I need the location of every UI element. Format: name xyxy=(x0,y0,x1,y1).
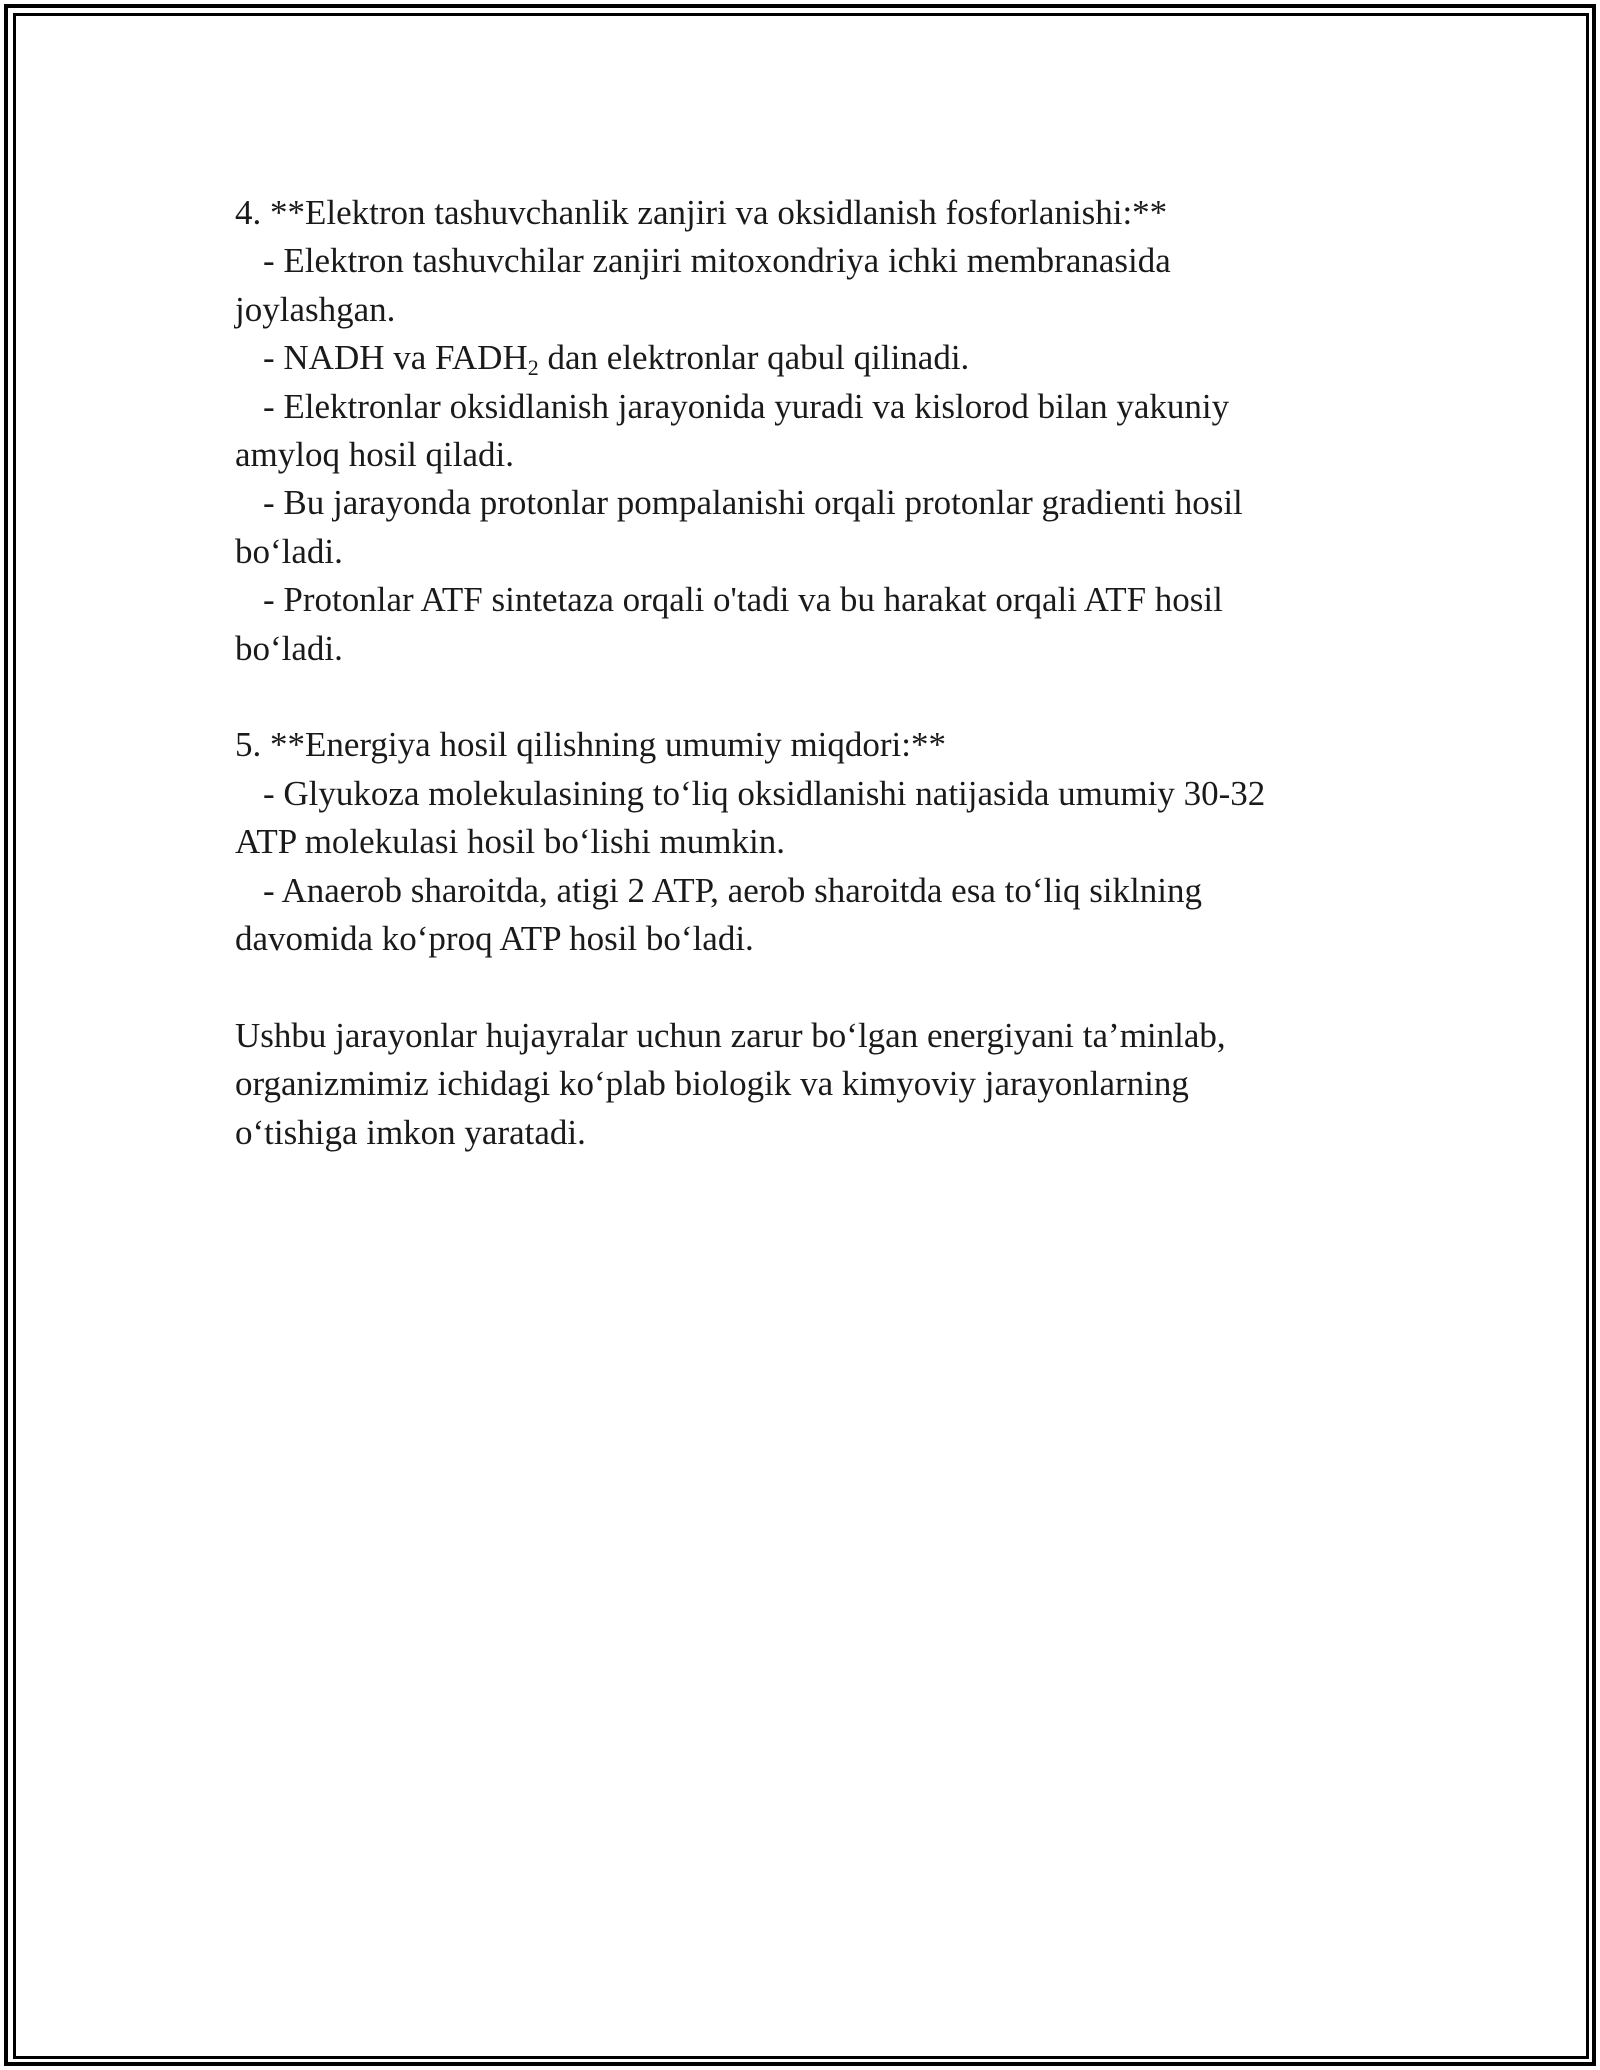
document-body xyxy=(235,189,1335,1157)
bullet-2-text-end: dan elektronlar qabul qilinadi. xyxy=(538,338,970,378)
section-4-bullet-5: - Protonlar ATF sintetaza orqali o'tadi va bu harakat orqali ATF hosil xyxy=(263,580,1223,620)
paragraph-spacer xyxy=(235,673,1335,721)
bullet-2-text: - NADH va FADH xyxy=(263,338,528,378)
conclusion-line-2: organizmimiz ichidagi ko‘plab biologik va kimyoviy jarayonlarning xyxy=(235,1064,1189,1104)
conclusion-line-1: Ushbu jarayonlar hujayralar uchun zarur bo‘lgan energiyani ta’minlab, xyxy=(235,1015,1226,1055)
subscript-2: 2 xyxy=(527,355,539,381)
section-4-bullet-3-cont: amyloq hosil qiladi. xyxy=(235,435,515,475)
paragraph-spacer xyxy=(235,963,1335,1011)
section-4-bullet-4: - Bu jarayonda protonlar pompalanishi orqali protonlar gradienti hosil xyxy=(263,483,1243,523)
section-4-bullet-1: - Elektron tashuvchilar zanjiri mitoxondriya ichki membranasida xyxy=(263,241,1171,281)
section-4-bullet-5-cont: bo‘ladi. xyxy=(235,628,343,668)
section-5-bullet-2-cont: davomida ko‘proq ATP hosil bo‘ladi. xyxy=(235,919,754,959)
section-4-bullet-1-cont: joylashgan. xyxy=(235,289,396,329)
section-5-bullet-2: - Anaerob sharoitda, atigi 2 ATP, aerob sharoitda esa to‘liq siklning xyxy=(263,870,1202,910)
section-5-bullet-1: - Glyukoza molekulasining to‘liq oksidlanishi natijasida umumiy 30-32 xyxy=(263,773,1266,813)
section-5-bullet-1-cont: ATP molekulasi hosil bo‘lishi mumkin. xyxy=(235,822,785,862)
section-5-heading: 5. **Energiya hosil qilishning umumiy miqdori:** xyxy=(235,725,947,765)
section-4-bullet-2 xyxy=(235,334,1335,382)
section-4-heading: 4. **Elektron tashuvchanlik zanjiri va oksidlanish fosforlanishi:** xyxy=(235,193,1168,232)
section-4-bullet-4-cont: bo‘ladi. xyxy=(235,531,343,571)
conclusion-line-3: o‘tishiga imkon yaratadi. xyxy=(235,1112,586,1152)
section-4-bullet-3: - Elektronlar oksidlanish jarayonida yuradi va kislorod bilan yakuniy xyxy=(263,386,1230,426)
